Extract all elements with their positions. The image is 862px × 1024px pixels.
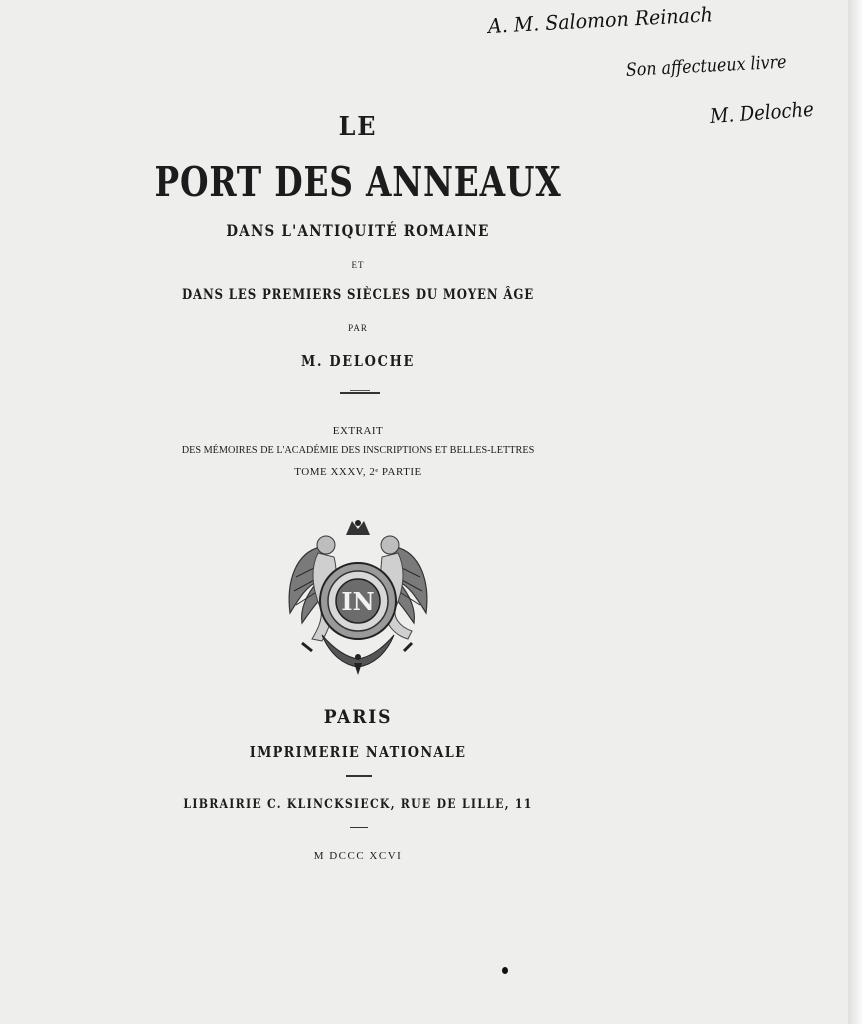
extract-label: EXTRAIT [332,425,384,437]
ink-speck [502,967,508,974]
publication-year: M DCCC XCVI [313,850,403,862]
subtitle-conjunction: ET [351,260,365,270]
dedication-line-2: Son affectueux livre [625,51,788,81]
separator-rule-small [350,827,368,828]
dedication-line-1: A. M. Salomon Reinach [487,2,714,38]
author-name: M. DELOCHE [300,352,416,370]
ornament-rule-top [350,390,370,391]
subtitle-line-1: DANS L'ANTIQUITÉ ROMAINE [226,221,490,240]
publication-city: PARIS [323,706,393,728]
separator-rule [346,775,372,777]
imprimerie-nationale-emblem-icon [282,517,434,675]
ornament-rule [340,392,380,394]
page-edge-shadow [848,0,862,1024]
extract-volume: TOME XXXV, 2ᵉ PARTIE [294,466,422,478]
title-article: LE [338,112,378,142]
printer-name: IMPRIMERIE NATIONALE [249,743,467,761]
author-prefix: PAR [348,323,368,333]
page-title: PORT DES ANNEAUX [154,158,562,206]
extract-source: DES MÉMOIRES DE L'ACADÉMIE DES INSCRIPTIONS ET BELLES-LETTRES [181,444,535,456]
bookseller-line: LIBRAIRIE C. KLINCKSIECK, RUE DE LILLE, 11 [183,797,533,812]
dedication-signature: M. Deloche [709,96,815,128]
subtitle-line-2: DANS LES PREMIERS SIÈCLES DU MOYEN ÂGE [181,287,535,303]
svg-text:IN: IN [341,587,375,616]
